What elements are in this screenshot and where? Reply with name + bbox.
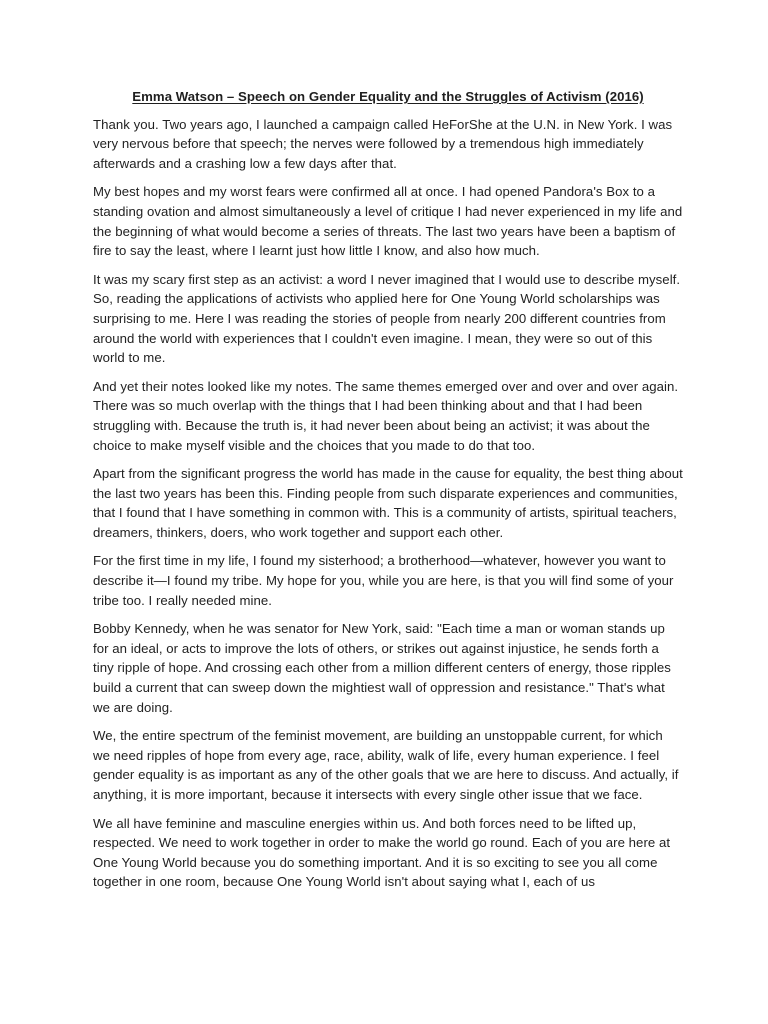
paragraph-2: My best hopes and my worst fears were confirmed all at once. I had opened Pandora's Box to a standing ovation and almost simultaneously a level of critique I had never experienced in my life and the beginning of what would become a series of threats. The last two years have been a baptism of fire to say the least, where I learnt just how little I know, and also how much. — [93, 184, 683, 259]
paragraph-5: Apart from the significant progress the world has made in the cause for equality, the best thing about the last two years has been this. Finding people from such disparate experiences and communities, that I found that I have something in common with. This is a community of artists, spiritual teachers, dreamers, thinkers, doers, who work together and support each other. — [93, 466, 683, 540]
document-body — [93, 87, 683, 901]
paragraph-6: For the first time in my life, I found my sisterhood; a brotherhood—whatever, however you want to describe it—I found my tribe. My hope for you, while you are here, is that you will find some of your tribe too. I really needed mine. — [93, 553, 674, 608]
paragraph-7: Bobby Kennedy, when he was senator for New York, said: "Each time a man or woman stands up for an ideal, or acts to improve the lots of others, or strikes out against injustice, he sends forth a tiny ripple of hope. And crossing each other from a million different centers of energy, those ripples build a current that can sweep down the mightiest wall of oppression and resistance." That's what we are doing. — [93, 621, 671, 715]
paragraph-1: Thank you. Two years ago, I launched a campaign called HeForShe at the U.N. in New York. I was very nervous before that speech; the nerves were followed by a tremendous high immediately afterwards and a crashing low a few days after that. — [93, 116, 673, 171]
paragraph-8: We, the entire spectrum of the feminist movement, are building an unstoppable current, for which we need ripples of hope from every age, race, ability, walk of life, every human experience. I feel gender equality is as important as any of the other goals that we are here to discuss. And actually, if anything, it is more important, because it intersects with every single other issue that we face. — [93, 728, 679, 802]
document-title: Emma Watson – Speech on Gender Equality and the Struggles of Activism (2016) — [132, 89, 644, 104]
paragraph-4: And yet their notes looked like my notes. The same themes emerged over and over and over again. There was so much overlap with the things that I had been thinking about and that I had been struggling with. Because the truth is, it had never been about being an activist; it was about the choice to make myself visible and the choices that you made to do that too. — [93, 378, 679, 453]
paragraph-3: It was my scary first step as an activist: a word I never imagined that I would use to describe myself. So, reading the applications of activists who applied here for One Young World scholarships was surprising to me. Here I was reading the stories of people from nearly 200 different countries from around the world with experiences that I couldn't even imagine. I mean, they were so out of this world to me. — [93, 271, 681, 366]
paragraph-9: We all have feminine and masculine energies within us. And both forces need to be lifted up, respected. We need to work together in order to make the world go round. Each of you are here at One Young World because you do something important. And it is so exciting to see you all come together in one room, because One Young World isn't about saying what I, each of us — [93, 815, 671, 890]
